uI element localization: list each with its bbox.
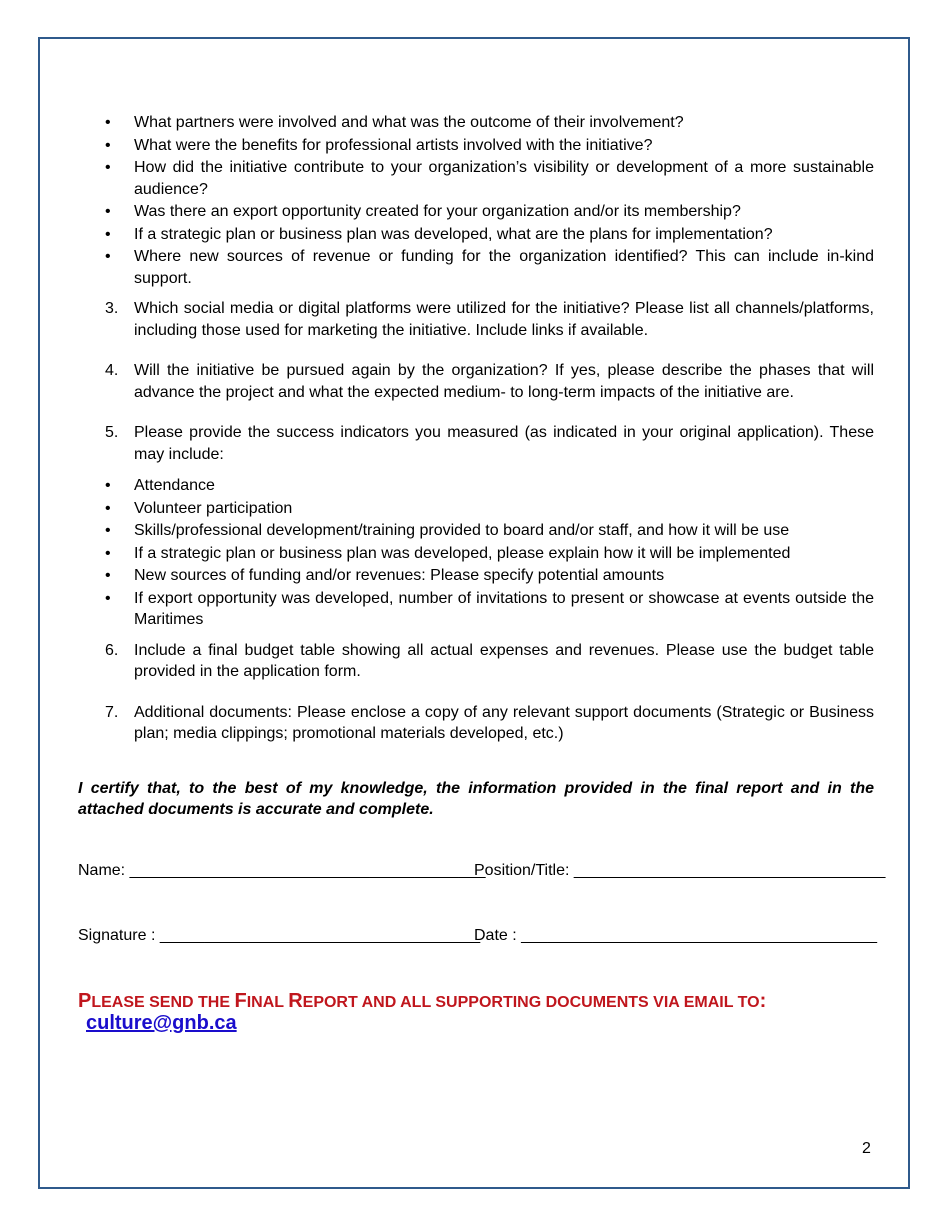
questions-bullet-list: [78, 112, 874, 289]
instruction-colon: :: [759, 989, 767, 1012]
date-field[interactable]: Date : ________________________________________: [474, 926, 878, 944]
question-number: 7.: [105, 703, 119, 721]
list-item: [78, 112, 874, 134]
name-field[interactable]: Name: ________________________________________: [78, 861, 486, 879]
list-item: [78, 246, 874, 289]
list-item-text: Skills/professional development/training provided to board and/or staff, and how it will be use: [134, 522, 790, 539]
bullet-icon: •: [105, 203, 111, 220]
question-number: 6.: [105, 641, 119, 659]
page-number: 2: [862, 1140, 871, 1157]
list-item-text: How did the initiative contribute to your organization’s visibility or development of a more sustainable audience?: [134, 159, 874, 198]
question-text: Please provide the success indicators you measured (as indicated in your original application). These may include:: [134, 424, 874, 463]
bullet-icon: •: [105, 544, 111, 562]
list-item: [78, 520, 874, 542]
list-item-text: What were the benefits for professional artists involved with the initiative?: [134, 136, 653, 154]
question-6: [78, 640, 874, 683]
question-number: 3.: [105, 300, 119, 317]
certification-statement: I certify that, to the best of my knowledge, the information provided in the final report and in the attached documents is accurate and complete.: [78, 779, 874, 818]
question-4: [78, 360, 874, 403]
smallcaps-initial: F: [234, 989, 247, 1012]
instruction-text: LEASE SEND THE: [91, 993, 235, 1011]
signature-date-row: [78, 925, 878, 947]
email-link[interactable]: culture@gnb.ca: [86, 1012, 237, 1034]
submission-instruction: [78, 991, 874, 1036]
question-text: Which social media or digital platforms were utilized for the initiative? Please list all channels/platforms, including those used for marketing the initiative. Include links if available.: [134, 300, 874, 339]
list-item: [78, 588, 874, 631]
smallcaps-initial: R: [288, 989, 303, 1012]
list-item-text: If export opportunity was developed, number of invitations to present or showcase at events outside the Maritimes: [134, 589, 874, 628]
list-item-text: If a strategic plan or business plan was developed, what are the plans for implementation?: [134, 225, 773, 243]
list-item-text: New sources of funding and/or revenues: Please specify potential amounts: [134, 567, 665, 584]
bullet-icon: •: [105, 136, 111, 154]
smallcaps-initial: P: [78, 989, 92, 1012]
list-item: [78, 157, 874, 200]
list-item: [78, 565, 874, 587]
bullet-icon: •: [105, 499, 111, 517]
question-number: 4.: [105, 362, 119, 379]
instruction-text: INAL: [246, 993, 289, 1011]
bullet-icon: •: [105, 114, 111, 131]
indicators-bullet-list: [78, 475, 874, 631]
signature-field[interactable]: Signature : ____________________________________: [78, 926, 481, 944]
list-item: [78, 135, 874, 157]
list-item: [78, 201, 874, 223]
position-title-field[interactable]: Position/Title: ___________________________________: [474, 861, 886, 879]
report-content: [78, 112, 886, 1036]
bullet-icon: •: [105, 567, 111, 584]
bullet-icon: •: [105, 225, 111, 243]
question-text: Additional documents: Please enclose a copy of any relevant support documents (Strategic or Business plan; media clippings; promotional materials developed, etc.): [134, 703, 874, 742]
name-position-row: [78, 860, 886, 882]
list-item-text: Volunteer participation: [134, 499, 293, 517]
question-3: [78, 298, 874, 341]
bullet-icon: •: [105, 159, 111, 176]
bullet-icon: •: [105, 248, 111, 265]
bullet-icon: •: [105, 522, 111, 539]
list-item-text: Attendance: [134, 477, 215, 494]
list-item-text: Was there an export opportunity created for your organization and/or its membership?: [134, 203, 741, 220]
list-item: [78, 498, 874, 520]
list-item-text: Where new sources of revenue or funding for the organization identified? This can include in-kind support.: [134, 248, 874, 287]
list-item: [78, 475, 874, 497]
bullet-icon: •: [105, 477, 111, 494]
list-item-text: What partners were involved and what was the outcome of their involvement?: [134, 114, 684, 131]
question-number: 5.: [105, 424, 119, 441]
question-text: Include a final budget table showing all actual expenses and revenues. Please use the budget table provided in the application form.: [134, 641, 874, 680]
question-7: [78, 702, 874, 745]
question-text: Will the initiative be pursued again by the organization? If yes, please describe the phases that will advance the project and what the expected medium- to long-term impacts of the initiative are.: [134, 362, 874, 401]
list-item: [78, 224, 874, 246]
list-item-text: If a strategic plan or business plan was developed, please explain how it will be implemented: [134, 544, 791, 562]
instruction-text: EPORT AND ALL SUPPORTING DOCUMENTS VIA EMAIL TO: [302, 993, 760, 1011]
bullet-icon: •: [105, 589, 111, 607]
question-5: [78, 422, 874, 465]
list-item: [78, 543, 874, 565]
